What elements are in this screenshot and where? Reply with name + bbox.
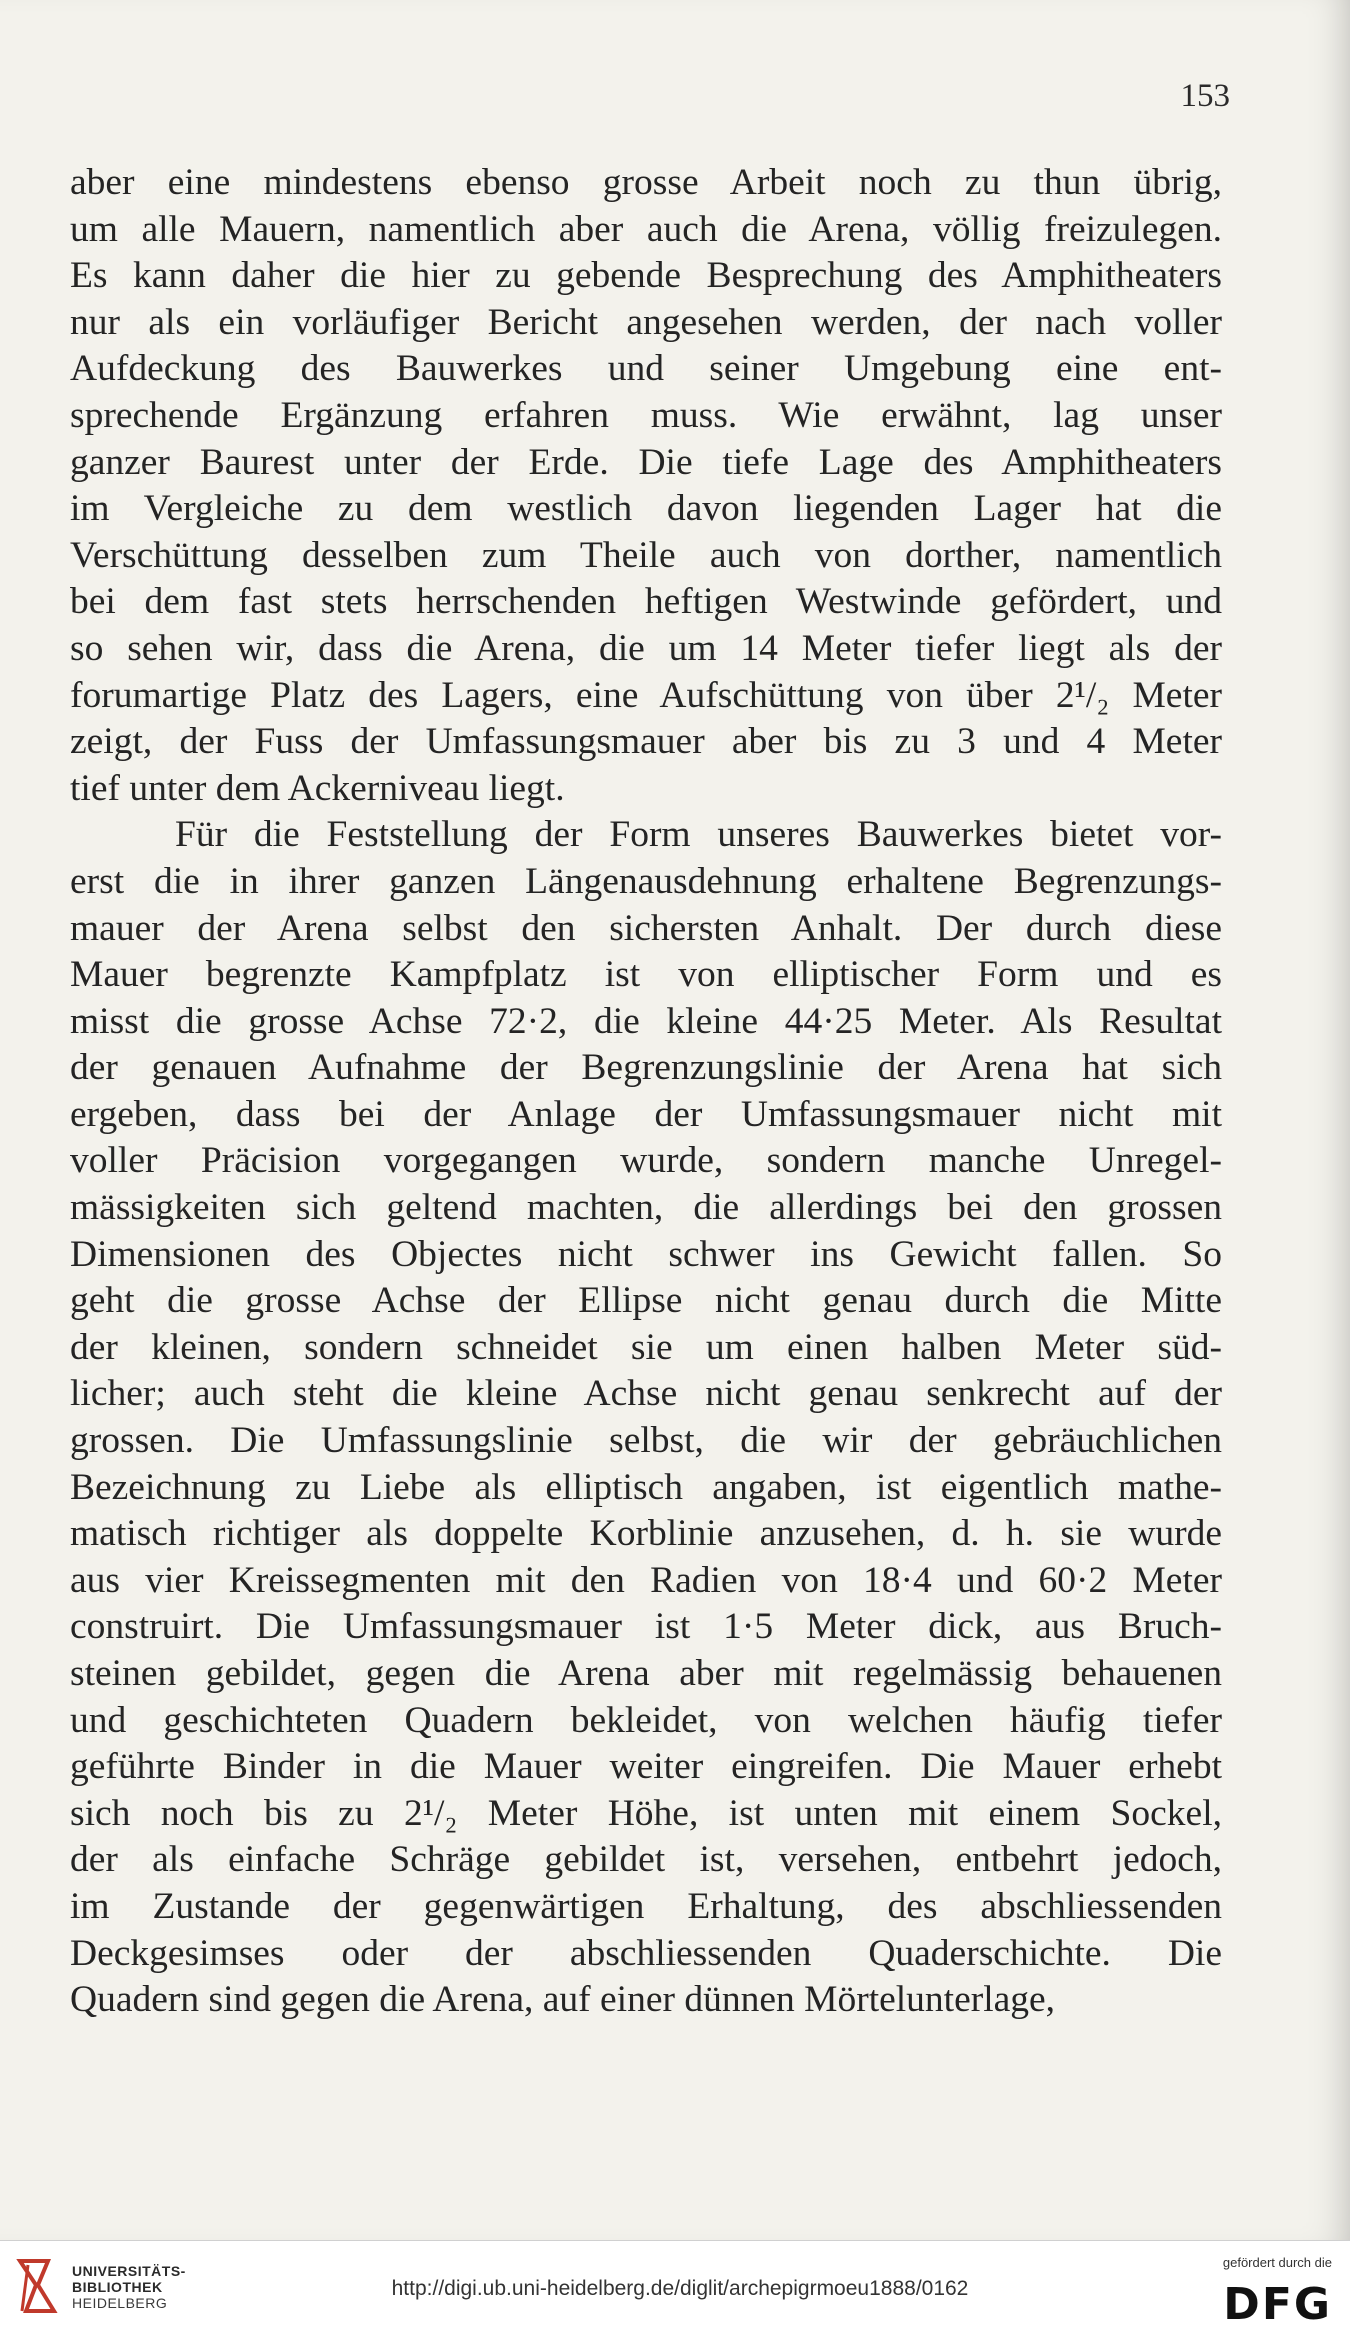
text-line: tief unter dem Ackerniveau liegt. (70, 767, 565, 809)
text-line: misst die grosse Achse 72·2, die kleine 44·25 Meter. Als Resultat (70, 1000, 1222, 1042)
text-line: Dimensionen des Objectes nicht schwer ins Gewicht fallen. So (70, 1233, 1222, 1275)
text-line: licher; auch steht die kleine Achse nicht genau senkrecht auf der (70, 1373, 1222, 1415)
library-name-line3: HEIDELBERG (72, 2295, 168, 2311)
text-line: und geschichteten Quadern bekleidet, von welchen häufig tiefer (70, 1699, 1222, 1741)
text-line: um alle Mauern, namentlich aber auch die Arena, völlig freizulegen. (70, 208, 1222, 250)
text-line: Deckgesimses oder der abschliessenden Quaderschichte. Die (70, 1932, 1222, 1974)
text-line: im Vergleiche zu dem westlich davon liegenden Lager hat die (70, 488, 1222, 530)
text-line: Für die Feststellung der Form unseres Bauwerkes bietet vor- (175, 814, 1222, 856)
text-line: der als einfache Schräge gebildet ist, versehen, entbehrt jedoch, (70, 1839, 1222, 1881)
text-line: aber eine mindestens ebenso grosse Arbeit noch zu thun übrig, (70, 162, 1222, 203)
text-line: steinen gebildet, gegen die Arena aber mit regelmässig behauenen (70, 1653, 1222, 1694)
university-library-logo-icon (14, 2255, 60, 2317)
text-line: Aufdeckung des Bauwerkes und seiner Umgebung eine ent- (70, 348, 1222, 390)
text-line: im Zustande der gegenwärtigen Erhaltung, des abschliessenden (70, 1885, 1222, 1927)
text-line: Verschüttung desselben zum Theile auch von dorther, namentlich (70, 534, 1222, 576)
text-line: ergeben, dass bei der Anlage der Umfassungsmauer nicht mit (70, 1093, 1222, 1135)
text-line: voller Präcision vorgegangen wurde, sondern manche Unregel- (70, 1140, 1222, 1182)
text-line: Es kann daher die hier zu gebende Besprechung des Amphitheaters (70, 255, 1222, 297)
text-line: der genauen Aufnahme der Begrenzungslinie der Arena hat sich (70, 1047, 1222, 1089)
text-line: Mauer begrenzte Kampfplatz ist von elliptischer Form und es (70, 954, 1222, 996)
text-line: Bezeichnung zu Liebe als elliptisch angaben, ist eigentlich mathe- (70, 1466, 1222, 1508)
text-line: zeigt, der Fuss der Umfassungsmauer aber bis zu 3 und 4 Meter (70, 721, 1222, 763)
text-line: geht die grosse Achse der Ellipse nicht genau durch die Mitte (70, 1280, 1222, 1322)
text-line: geführte Binder in die Mauer weiter eingreifen. Die Mauer erhebt (70, 1746, 1222, 1788)
text-line: erst die in ihrer ganzen Längenausdehnung erhaltene Begrenzungs- (70, 860, 1222, 902)
page-number: 153 (1180, 78, 1230, 114)
permalink-url[interactable]: http://digi.ub.uni-heidelberg.de/diglit/archepigrmoeu1888/0162 (391, 2277, 969, 2300)
text-line: aus vier Kreissegmenten mit den Radien von 18·4 und 60·2 Meter (70, 1559, 1222, 1601)
text-line: bei dem fast stets herrschenden heftigen Westwinde gefördert, und (70, 581, 1222, 623)
text-line: so sehen wir, dass die Arena, die um 14 Meter tiefer liegt als der (70, 627, 1222, 669)
text-line: nur als ein vorläufiger Bericht angesehen werden, der nach voller (70, 301, 1222, 343)
text-line: Quadern sind gegen die Arena, auf einer dünnen Mörtelunterlage, (70, 1979, 1056, 2021)
dfg-logo: DFG (1223, 2279, 1332, 2330)
text-line: construirt. Die Umfassungsmauer ist 1·5 Meter dick, aus Bruch- (70, 1606, 1222, 1648)
footer-bar (0, 2240, 1350, 2339)
body-text (70, 160, 1222, 2024)
funding-caption: gefördert durch die (1222, 2255, 1332, 2270)
text-line: der kleinen, sondern schneidet sie um einen halben Meter süd- (70, 1326, 1222, 1368)
text-line: matisch richtiger als doppelte Korblinie anzusehen, d. h. sie wurde (70, 1513, 1222, 1555)
text-line: forumartige Platz des Lagers, eine Aufschüttung von über 2¹/₂ Meter (70, 674, 1222, 716)
library-name (72, 2263, 186, 2311)
text-line: grossen. Die Umfassungslinie selbst, die wir der gebräuchlichen (70, 1420, 1222, 1462)
text-line: sprechende Ergänzung erfahren muss. Wie erwähnt, lag unser (70, 394, 1222, 436)
text-line: ganzer Baurest unter der Erde. Die tiefe Lage des Amphitheaters (70, 441, 1222, 483)
text-line: sich noch bis zu 2¹/₂ Meter Höhe, ist unten mit einem Sockel, (70, 1792, 1222, 1834)
library-name-line2: BIBLIOTHEK (72, 2279, 163, 2295)
library-name-line1: UNIVERSITÄTS- (72, 2263, 186, 2279)
text-line: mässigkeiten sich geltend machten, die allerdings bei den grossen (70, 1187, 1222, 1229)
text-line: mauer der Arena selbst den sichersten Anhalt. Der durch diese (70, 907, 1222, 949)
